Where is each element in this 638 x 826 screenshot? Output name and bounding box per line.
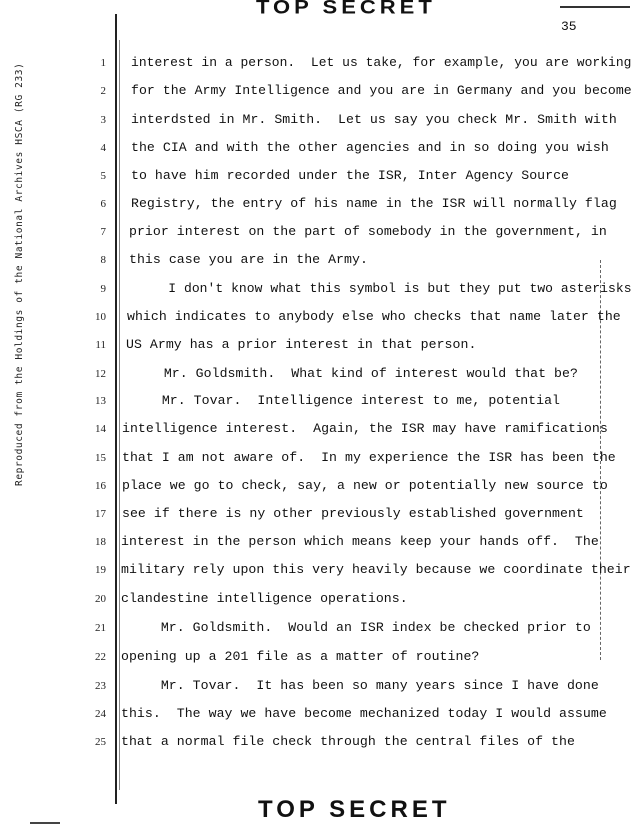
line-number: 12 — [95, 368, 106, 380]
transcript-line: military rely upon this very heavily because we coordinate their — [121, 562, 631, 577]
transcript-line: Registry, the entry of his name in the ISR will normally flag — [131, 196, 617, 211]
transcript-line: Mr. Goldsmith. What kind of interest would that be? — [124, 366, 578, 381]
line-number: 22 — [95, 651, 106, 663]
transcript-line: Mr. Goldsmith. Would an ISR index be checked prior to — [121, 620, 591, 635]
line-number: 9 — [100, 283, 106, 295]
transcript-line: place we go to check, say, a new or potentially new source to — [122, 478, 608, 493]
archive-stamp: Reproduced from the Holdings of the National Archives HSCA (RG 233) — [14, 62, 25, 486]
transcript-line: prior interest on the part of somebody in the government, in — [129, 224, 607, 239]
classification-header: TOP SECRET — [256, 0, 436, 18]
transcript-line: US Army has a prior interest in that person. — [126, 337, 477, 352]
line-number: 24 — [95, 708, 106, 720]
line-number: 10 — [95, 311, 106, 323]
line-number: 2 — [100, 85, 106, 97]
line-number: 7 — [100, 226, 106, 238]
transcript-line: clandestine intelligence operations. — [121, 591, 408, 606]
margin-rule-inner — [119, 40, 120, 790]
line-number: 4 — [100, 142, 106, 154]
margin-rule — [115, 14, 117, 804]
line-number: 14 — [95, 423, 106, 435]
line-number: 13 — [95, 395, 106, 407]
transcript-line: the CIA and with the other agencies and in so doing you wish — [131, 140, 609, 155]
line-number: 8 — [100, 254, 106, 266]
transcript-line: that a normal file check through the central files of the — [121, 734, 575, 749]
transcript-line: see if there is ny other previously established government — [122, 506, 584, 521]
line-number: 18 — [95, 536, 106, 548]
classification-footer: TOP SECRET — [258, 796, 451, 823]
transcript-line: opening up a 201 file as a matter of routine? — [121, 649, 480, 664]
top-rule — [560, 6, 630, 8]
line-number: 16 — [95, 480, 106, 492]
transcript-line: for the Army Intelligence and you are in Germany and you become — [131, 83, 632, 98]
line-number: 3 — [100, 114, 106, 126]
line-number: 20 — [95, 593, 106, 605]
page-number: 35 — [561, 19, 577, 34]
line-number: 19 — [95, 564, 106, 576]
line-number: 15 — [95, 452, 106, 464]
line-number: 11 — [95, 339, 106, 351]
transcript-line: this case you are in the Army. — [129, 252, 368, 267]
line-number: 5 — [100, 170, 106, 182]
transcript-line: interest in the person which means keep your hands off. The — [121, 534, 599, 549]
transcript-line: Mr. Tovar. It has been so many years since I have done — [121, 678, 599, 693]
bottom-rule — [30, 822, 60, 824]
line-number: 23 — [95, 680, 106, 692]
transcript-line: which indicates to anybody else who checks that name later the — [127, 309, 621, 324]
transcript-line: intelligence interest. Again, the ISR may have ramifications — [122, 421, 608, 436]
transcript-line: to have him recorded under the ISR, Inter Agency Source — [131, 168, 570, 183]
line-number: 1 — [100, 57, 106, 69]
transcript-line: Mr. Tovar. Intelligence interest to me, potential — [122, 393, 561, 408]
transcript-line: I don't know what this symbol is but they put two asterisks — [129, 281, 632, 296]
line-number: 17 — [95, 508, 106, 520]
transcript-line: interdsted in Mr. Smith. Let us say you check Mr. Smith with — [131, 112, 617, 127]
line-number: 25 — [95, 736, 106, 748]
line-number: 21 — [95, 622, 106, 634]
transcript-line: this. The way we have become mechanized today I would assume — [121, 706, 607, 721]
transcript-line: interest in a person. Let us take, for example, you are working — [131, 55, 632, 70]
transcript-line: that I am not aware of. In my experience the ISR has been the — [122, 450, 616, 465]
line-number: 6 — [100, 198, 106, 210]
